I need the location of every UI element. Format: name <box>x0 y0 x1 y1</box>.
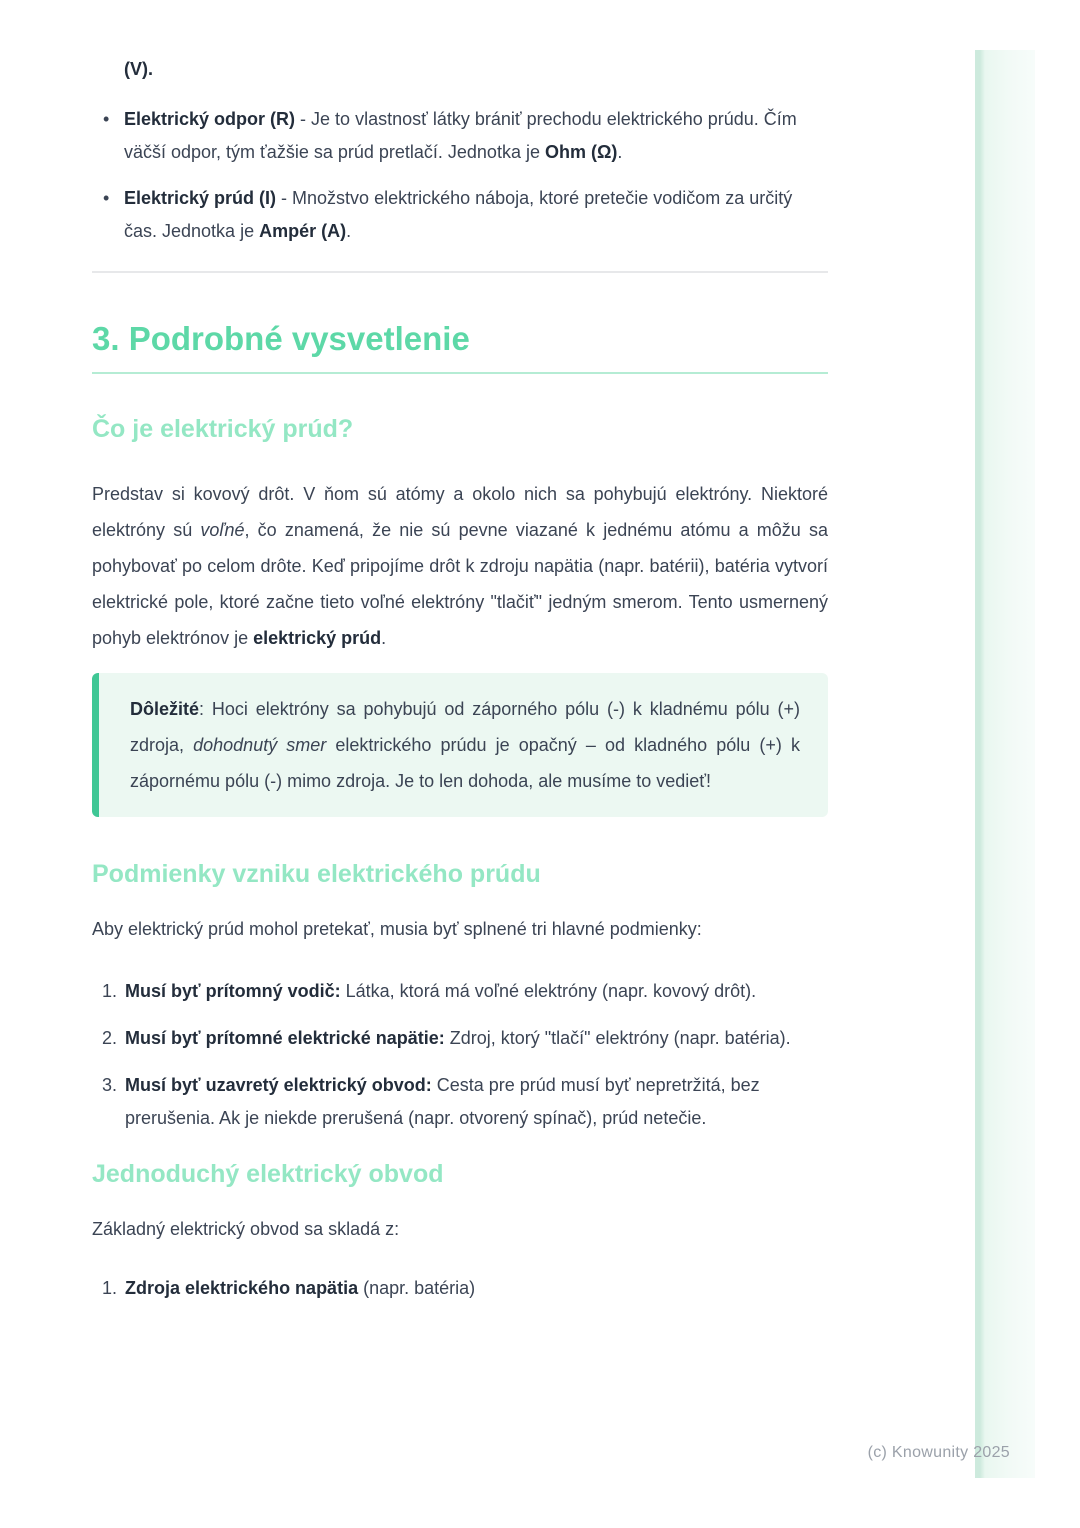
list-item-closed-circuit: Musí byť uzavretý elektrický obvod: Cesta pre prúd musí byť nepretržitá, bez prerušenia. Ak je niekde prerušená (napr. otvorený spínač), prúd netečie. <box>125 1075 760 1128</box>
conditions-numbered-list <box>92 975 828 1135</box>
subsection-heading-simple-circuit: Jednoduchý elektrický obvod <box>92 1160 444 1188</box>
paragraph-circuit-intro: Základný elektrický obvod sa skladá z: <box>92 1219 400 1239</box>
section-title: 3. Podrobné vysvetlenie <box>92 320 828 374</box>
list-item-current: • Elektrický prúd (I) - Množstvo elektrického náboja, ktoré pretečie vodičom za určitý čas. Jednotka je Ampér (A). <box>92 182 828 248</box>
callout-text: Dôležité: Hoci elektróny sa pohybujú od záporného pólu (-) k kladnému pólu (+) zdroja, dohodnutý smer elektrického prúdu je opačný – od kladného pólu (+) k zápornému pólu (-) mimo zdroja. Je to len dohoda, ale musíme to vedieť! <box>130 699 800 791</box>
list-item-resistance: • Elektrický odpor (R) - Je to vlastnosť látky brániť prechodu elektrického prúdu. Čím väčší odpor, tým ťažšie sa prúd pretlačí. Jednotka je Ohm (Ω). <box>92 103 828 169</box>
list-item-voltage: Musí byť prítomné elektrické napätie: Zdroj, ktorý "tlačí" elektróny (napr. batéria). <box>125 1028 791 1048</box>
important-callout <box>92 673 828 817</box>
section-divider <box>92 271 828 273</box>
subsection-heading-what-is-current: Čo je elektrický prúd? <box>92 415 354 443</box>
footer-credit: (c) Knowunity 2025 <box>867 1444 1010 1461</box>
list-item-conductor: Musí byť prítomný vodič: Látka, ktorá má voľné elektróny (napr. kovový drôt). <box>125 981 757 1001</box>
subsection-heading-conditions: Podmienky vzniku elektrického prúdu <box>92 860 541 888</box>
units-bullet-list <box>92 103 828 248</box>
paragraph-what-is-current: Predstav si kovový drôt. V ňom sú atómy a okolo nich sa pohybujú elektróny. Niektoré elektróny sú voľné, čo znamená, že nie sú pevne viazané k jednému atómu a môžu sa pohybovať po celom drôte. Keď pripojíme drôt k zdroju napätia (napr. batérii), batéria vytvorí elektrické pole, ktoré začne tieto voľné elektróny "tlačiť" jedným smerom. Tento usmernený pohyb elektrónov je elektrický prúd. <box>92 484 828 648</box>
paragraph-conditions-intro: Aby elektrický prúd mohol pretekať, musia byť splnené tri hlavné podmienky: <box>92 919 702 939</box>
content-column <box>92 50 828 1305</box>
circuit-numbered-list <box>92 1272 828 1305</box>
list-item-voltage-source: Zdroja elektrického napätia (napr. batéria) <box>125 1278 476 1298</box>
bullet-continuation-text: (V). <box>124 59 154 79</box>
side-accent-bar <box>975 50 1035 1478</box>
